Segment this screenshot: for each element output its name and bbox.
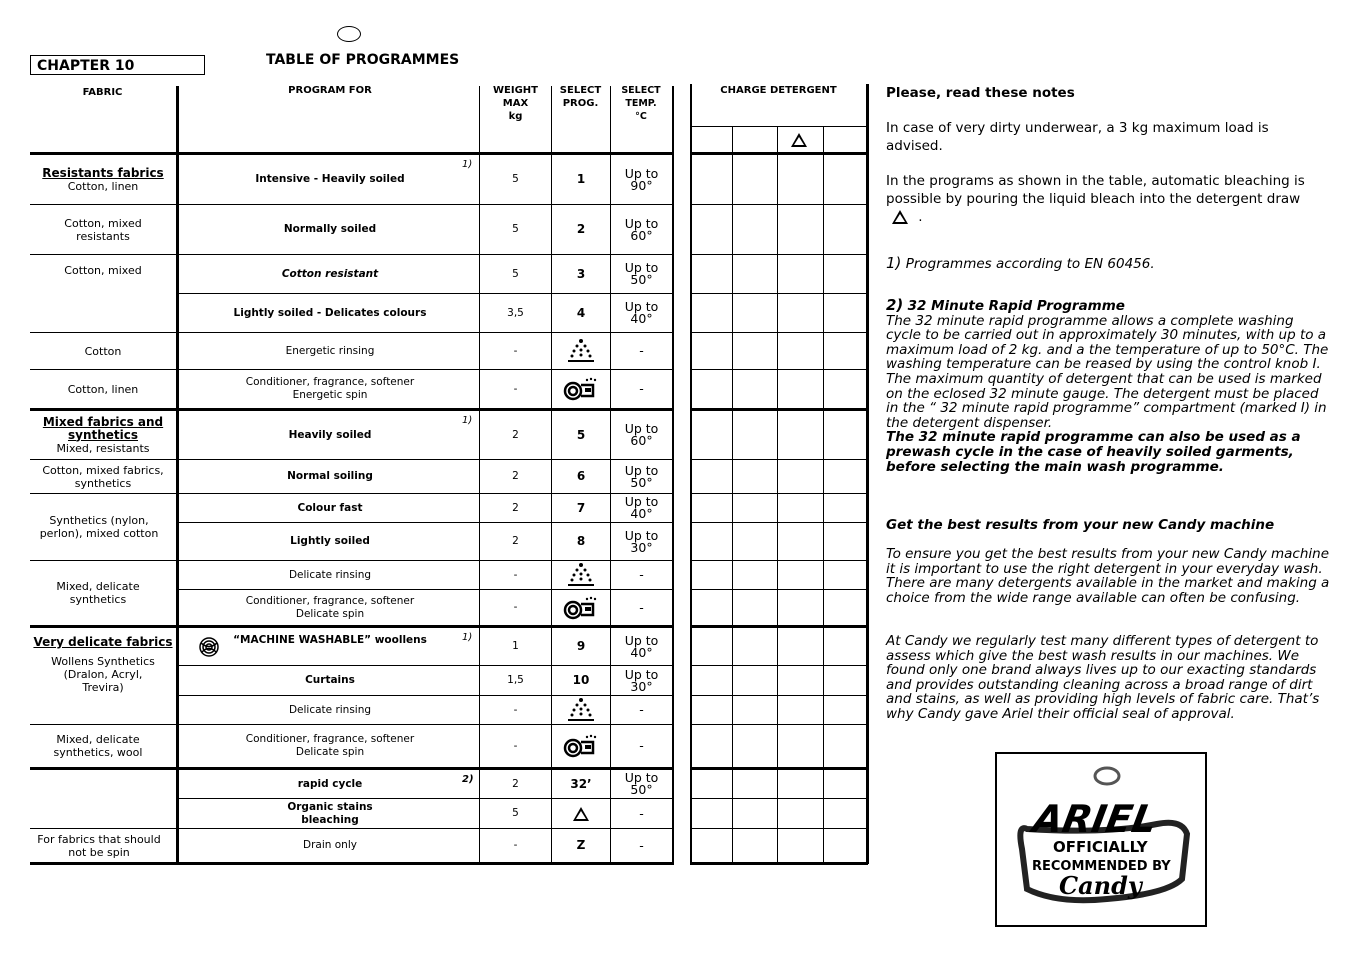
rinse-icon [552, 561, 610, 589]
weight-cell: - [513, 703, 518, 716]
fabric-header: FABRIC [82, 87, 123, 98]
program-cell: Conditioner, fragrance, softener Delicate spin [245, 594, 415, 620]
temperature-cell: Up to 40° [624, 299, 659, 326]
best-results-title: Get the best results from your new Candy machine [886, 517, 1275, 533]
fabric-cell: Synthetics (nylon, perlon), mixed cotton [39, 514, 159, 540]
temperature-cell: - [639, 599, 644, 615]
note-1: 1) Programmes according to EN 60456. [886, 254, 1155, 272]
temperature-cell: - [639, 567, 644, 582]
program-cell: Delicate rinsing [288, 703, 372, 716]
temperature-cell: Up to 40° [624, 632, 659, 660]
program-cell: Heavily soiled [288, 428, 372, 441]
temperature-cell: Up to 50° [624, 462, 659, 490]
program-cell: Normal soiling [287, 470, 373, 482]
temperature-cell: - [639, 738, 644, 753]
fabric-cell: Cotton, mixed resistants [64, 216, 142, 243]
spin-icon [552, 590, 610, 625]
temperature-cell: - [639, 381, 644, 396]
bleach-triangle-icon [552, 799, 610, 828]
temperature-cell: Up to 30° [624, 666, 659, 694]
program-cell: rapid cycle [297, 777, 363, 790]
weight-cell: 3,5 [507, 306, 524, 319]
temperature-cell: Up to 60° [624, 215, 659, 243]
program-cell: Curtains [305, 674, 355, 686]
fabric-cell: Cotton, mixed [64, 263, 142, 277]
temperature-cell: - [639, 805, 644, 821]
program-cell: Conditioner, fragrance, softener Delicate spin [245, 733, 415, 758]
weight-header: WEIGHT MAX kg [493, 85, 538, 122]
temperature-cell: Up to 50° [624, 260, 659, 287]
program-number: 4 [576, 305, 586, 320]
weight-cell: 2 [512, 535, 519, 547]
weight-cell: 1 [512, 640, 519, 652]
fabric-cell: For fabrics that should not be spin [37, 832, 161, 859]
weight-cell: - [513, 739, 518, 752]
fabric-resistants: Resistants fabrics Cotton, linen [42, 165, 164, 193]
svg-text:Candy: Candy [1059, 871, 1142, 900]
program-number: 1 [576, 172, 586, 186]
note-dirty-underwear: In case of very dirty underwear, a 3 kg maximum load is advised. [886, 120, 1269, 154]
program-cell: Organic stains bleaching [287, 800, 373, 826]
program-cell: Normally soiled [283, 223, 377, 235]
footnote-marker: 1) [462, 632, 473, 643]
spin-icon [552, 370, 610, 408]
weight-cell: - [513, 601, 518, 613]
weight-cell: 5 [512, 267, 519, 280]
rinse-icon [552, 333, 610, 369]
weight-cell: - [513, 568, 518, 581]
weight-cell: 2 [512, 428, 519, 441]
temperature-cell: Up to 60° [624, 421, 659, 448]
footnote-marker: 2) [462, 774, 474, 785]
fabric-cell: Cotton, linen [67, 382, 139, 396]
program-cell: Delicate rinsing [288, 568, 372, 581]
select-prog-header: SELECT PROG. [559, 85, 602, 109]
best-results-p2: At Candy we regularly test many different types of detergent to assess which give the best wash results in our machines. We found only one brand always lives up to our exacting standards and provides outstanding cleaning across a broad range of dirt and stains, as well as providing high levels of fabric care. That’s why Candy gave Ariel their official seal of approval. [886, 633, 1320, 722]
weight-cell: 5 [512, 173, 519, 185]
temperature-cell: Up to 90° [624, 165, 659, 193]
spin-icon [552, 725, 610, 767]
weight-cell: 2 [512, 777, 519, 790]
fabric-cell: Cotton [84, 344, 122, 358]
program-cell: Conditioner, fragrance, softener Energetic spin [245, 376, 415, 401]
program-for-header: PROGRAM FOR [288, 85, 372, 96]
footnote-marker: 1) [462, 415, 473, 426]
program-number: 32’ [570, 776, 592, 791]
fabric-cell: Mixed, delicate synthetics [56, 580, 140, 606]
svg-text:ARIEL: ARIEL [1029, 797, 1161, 842]
svg-text:OFFICIALLY: OFFICIALLY [1053, 838, 1148, 856]
note-2: 2) 32 Minute Rapid Programme The 32 minute rapid programme allows a complete washing cycle to be carried out in approximately 30 minutes, with up to a maximum load of 2 kg. and a the temperature of up to 50°C. The washing temperature can be reased by using the control knob I. The maximum quantity of detergent that can be used is marked on the eclosed 32 minute gauge. The detergent must be placed in the “ 32 minute rapid programme” compartment (marked I) in the detergent dispenser. The 32 minute rapid programme can also be used as a prewash cycle in the case of heavily soiled garments, before selecting the main wash programme. [886, 296, 1329, 475]
program-number: 10 [572, 673, 590, 687]
rinse-icon [552, 696, 610, 724]
bleach-triangle-icon [892, 210, 908, 224]
temperature-cell: - [639, 837, 644, 853]
program-number: Z [576, 838, 586, 852]
temperature-cell: Up to 50° [624, 770, 659, 797]
page-marker-oval [337, 26, 361, 42]
temperature-cell: Up to 30° [624, 527, 659, 555]
notes-heading: Please, read these notes [886, 85, 1075, 101]
program-number: 2 [576, 222, 586, 236]
program-number: 3 [576, 266, 586, 281]
fabric-cell: Cotton, mixed fabrics, synthetics [42, 463, 164, 490]
weight-cell: 1,5 [507, 674, 524, 686]
temperature-cell: - [639, 702, 644, 717]
charge-detergent-header: CHARGE DETERGENT [720, 85, 837, 96]
fabric-cell: Mixed, delicate synthetics, wool [53, 733, 143, 759]
program-number: 9 [576, 639, 586, 653]
footnote-marker: 1) [462, 159, 473, 170]
program-cell: “MACHINE WASHABLE” woollens [233, 634, 427, 646]
weight-cell: - [513, 839, 518, 851]
wool-icon [198, 636, 220, 662]
weight-cell: 2 [512, 470, 519, 482]
svg-text:RECOMMENDED BY: RECOMMENDED BY [1032, 859, 1171, 874]
program-cell: Cotton resistant [281, 267, 379, 280]
page-title: TABLE OF PROGRAMMES [266, 52, 460, 68]
program-number: 5 [576, 427, 586, 442]
bleach-triangle-icon [791, 133, 807, 147]
program-number: 6 [576, 469, 586, 483]
weight-cell: 5 [512, 807, 519, 819]
weight-cell: - [513, 344, 518, 357]
program-number: 8 [576, 534, 586, 548]
program-cell: Lightly soiled - Delicates colours [233, 306, 427, 319]
select-temp-header: SELECT TEMP. °C [621, 85, 661, 122]
program-cell: Colour fast [297, 501, 363, 514]
program-cell: Drain only [303, 839, 357, 851]
fabric-very-delicate: Very delicate fabrics Wollens Synthetics (Dralon, Acryl, Trevira) [33, 635, 173, 694]
temperature-cell: - [639, 343, 644, 358]
ariel-seal-logo [995, 752, 1207, 927]
program-cell: Lightly soiled [290, 535, 370, 547]
best-results-p1: To ensure you get the best results from your new Candy machine it is important to use the right detergent in your everyday wash. There are many detergents available in the market and making a choice from the wide range available can often be confusing. [886, 546, 1330, 606]
weight-cell: - [513, 382, 518, 395]
chapter-label: CHAPTER 10 [30, 55, 205, 75]
program-number: 7 [576, 500, 586, 515]
temperature-cell: Up to 40° [624, 494, 659, 521]
program-cell: Energetic rinsing [285, 344, 375, 357]
weight-cell: 5 [512, 223, 519, 235]
note-bleaching: In the programs as shown in the table, automatic bleaching is possible by pouring the liquid bleach into the detergent draw . [886, 173, 1305, 225]
weight-cell: 2 [512, 501, 519, 514]
fabric-mixed: Mixed fabrics and synthetics Mixed, resistants [42, 414, 164, 455]
program-cell: Intensive - Heavily soiled [255, 173, 405, 185]
